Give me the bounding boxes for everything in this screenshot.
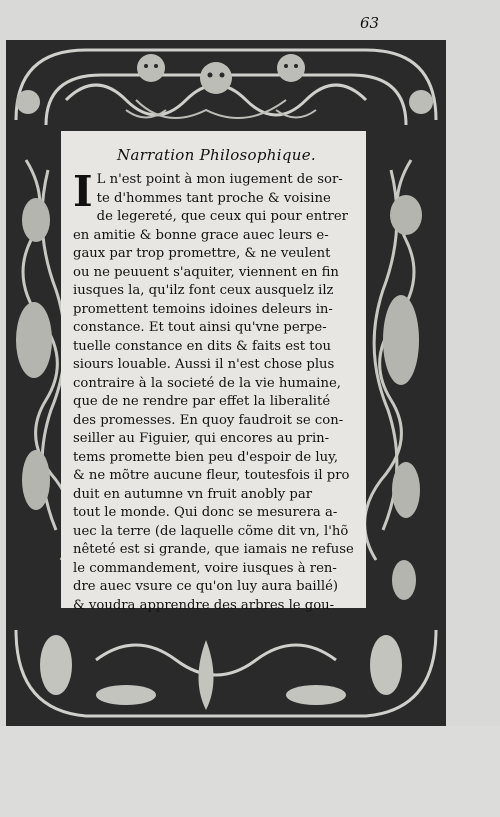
text-line: uec la terre (de laquelle cõme dit vn, l'hõ bbox=[73, 523, 349, 539]
text-line: te d'hommes tant proche & voisine bbox=[96, 190, 331, 206]
text-line: tems promette bien peu d'espoir de luy, bbox=[73, 449, 339, 465]
text-line: de legereté, que ceux qui pour entrer bbox=[96, 209, 348, 224]
text-line: & ne mõtre aucune fleur, toutesfois il pro bbox=[73, 468, 350, 483]
text-line: dre auec vsure ce qu'on luy aura baillé) bbox=[73, 579, 339, 594]
text-line: le commandement, voire iusques à ren- bbox=[73, 560, 337, 576]
page-margin-bottom bbox=[0, 726, 500, 817]
text-line: promettent temoins idoines deleurs in- bbox=[73, 301, 333, 317]
text-line: des promesses. En quoy faudroit se con- bbox=[73, 412, 344, 428]
text-line: constance. Et tout ainsi qu'vne perpe- bbox=[73, 320, 327, 335]
text-line: contraire à la societé de la vie humaine, bbox=[73, 375, 341, 391]
text-line: duit en autumne vn fruit anobly par bbox=[73, 486, 313, 502]
chapter-heading: Narration Philosophique. bbox=[117, 146, 316, 164]
page-number: 63 bbox=[360, 14, 380, 32]
text-line: ou ne peuuent s'aquiter, viennent en fin bbox=[73, 264, 339, 280]
text-line: en amitie & bonne grace auec leurs e- bbox=[73, 227, 329, 243]
text-line: iusques la, qu'ilz font ceux ausquelz ilz bbox=[73, 283, 334, 298]
initial-letter: I bbox=[73, 167, 93, 216]
text-line: seiller au Figuier, qui encores au prin- bbox=[73, 431, 330, 446]
text-line: tout le monde. Qui donc se mesurera a- bbox=[73, 505, 338, 520]
body-text bbox=[73, 167, 360, 615]
text-line: & voudra apprendre des arbres le gou- bbox=[73, 597, 335, 613]
text-line: gaux par trop promettre, & ne veulent bbox=[73, 246, 331, 261]
text-line: tuelle constance en dits & faits est tou bbox=[73, 338, 332, 354]
text-line: L n'est point à mon iugement de sor- bbox=[96, 172, 343, 187]
text-line: siours louable. Aussi il n'est chose plus bbox=[73, 357, 335, 372]
text-panel bbox=[61, 131, 366, 613]
text-line: nêteté est si grande, que iamais ne refuse bbox=[73, 542, 354, 557]
text-line: que de ne rendre par effet la liberalité bbox=[73, 394, 331, 409]
